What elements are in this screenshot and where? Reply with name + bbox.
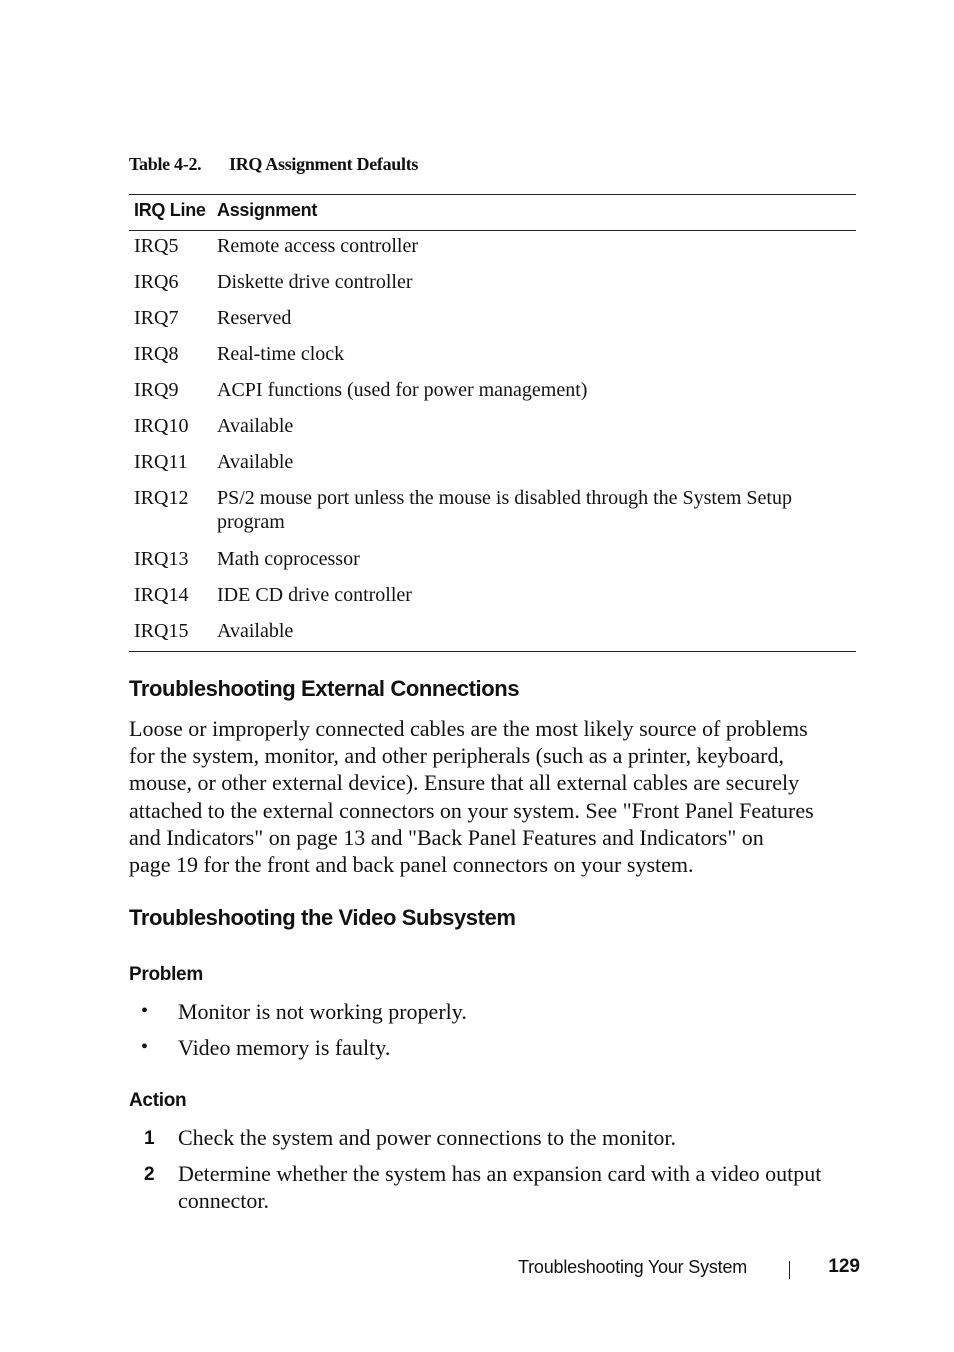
action-steps [129,1124,859,1223]
table-row [129,231,856,268]
paragraph-line: for the system, monitor, and other peripherals (such as a printer, keyboard, [129,743,784,769]
table-row [129,483,856,544]
step-number: 1 [144,1128,155,1149]
assignment-cell: Remote access controller [217,235,419,257]
bullet-icon: • [141,1036,149,1058]
problem-text: Video memory is faulty. [178,1035,391,1060]
list-item [129,1160,859,1214]
problem-list [129,998,859,1070]
paragraph-line: Loose or improperly connected cables are the most likely source of problems [129,716,808,741]
table-row [129,447,856,483]
assignment-cell: ACPI functions (used for power management) [217,379,588,401]
irq-line-cell: IRQ15 [134,620,189,642]
footer-divider [789,1261,790,1279]
assignment-cell: Available [217,451,294,473]
table-row [129,616,856,652]
bullet-icon: • [141,1000,149,1022]
column-header-assignment: Assignment [217,195,856,231]
table-row [129,544,856,580]
page-footer [518,1255,862,1283]
irq-line-cell: IRQ9 [134,379,179,401]
step-text: connector. [178,1188,270,1213]
step-number: 2 [144,1164,155,1185]
list-item [129,1124,859,1151]
external-connections-paragraph [129,715,859,878]
assignment-cell: Real-time clock [217,343,345,365]
page-number: 129 [828,1256,860,1277]
table-caption-number: Table 4-2. [129,154,202,174]
irq-line-cell: IRQ6 [134,271,179,293]
paragraph-line: page 19 for the front and back panel connectors on your system. [129,852,694,878]
assignment-cell: Diskette drive controller [217,271,413,293]
action-label: Action [129,1090,187,1111]
table-row [129,375,856,411]
column-header-irq-line: IRQ Line [129,195,217,231]
table-caption-title: IRQ Assignment Defaults [229,154,419,174]
heading-external-connections: Troubleshooting External Connections [129,676,520,701]
list-item [129,1034,859,1061]
table-row [129,411,856,447]
step-text: Check the system and power connections to the monitor. [178,1125,676,1150]
irq-line-cell: IRQ7 [134,307,179,329]
table-header-row [129,195,856,231]
irq-line-cell: IRQ5 [134,235,179,257]
assignment-cell: Reserved [217,307,292,329]
assignment-cell: IDE CD drive controller [217,584,412,606]
table-row [129,580,856,616]
assignment-cell: Available [217,415,294,437]
list-item [129,998,859,1025]
table-row [129,267,856,303]
irq-line-cell: IRQ14 [134,584,189,606]
irq-line-cell: IRQ13 [134,548,189,570]
problem-text: Monitor is not working properly. [178,999,467,1024]
footer-section-title: Troubleshooting Your System [518,1257,748,1277]
paragraph-line: and Indicators" on page 13 and "Back Panel Features and Indicators" on [129,824,764,850]
paragraph-line: mouse, or other external device). Ensure that all external cables are securely [129,770,800,796]
irq-line-cell: IRQ8 [134,343,179,365]
irq-line-cell: IRQ12 [134,487,189,509]
paragraph-line: attached to the external connectors on your system. See "Front Panel Features [129,797,814,823]
table-caption [129,154,418,175]
table-row [129,303,856,339]
irq-assignment-table [129,194,856,652]
assignment-cell: Available [217,620,294,642]
problem-label: Problem [129,964,203,985]
heading-video-subsystem: Troubleshooting the Video Subsystem [129,905,516,930]
table-row [129,339,856,375]
assignment-cell: Math coprocessor [217,548,360,570]
step-text: Determine whether the system has an expansion card with a video output [178,1161,822,1186]
irq-line-cell: IRQ11 [134,451,188,473]
irq-line-cell: IRQ10 [134,415,189,437]
assignment-cell: PS/2 mouse port unless the mouse is disabled through the System Setup program [217,487,792,533]
